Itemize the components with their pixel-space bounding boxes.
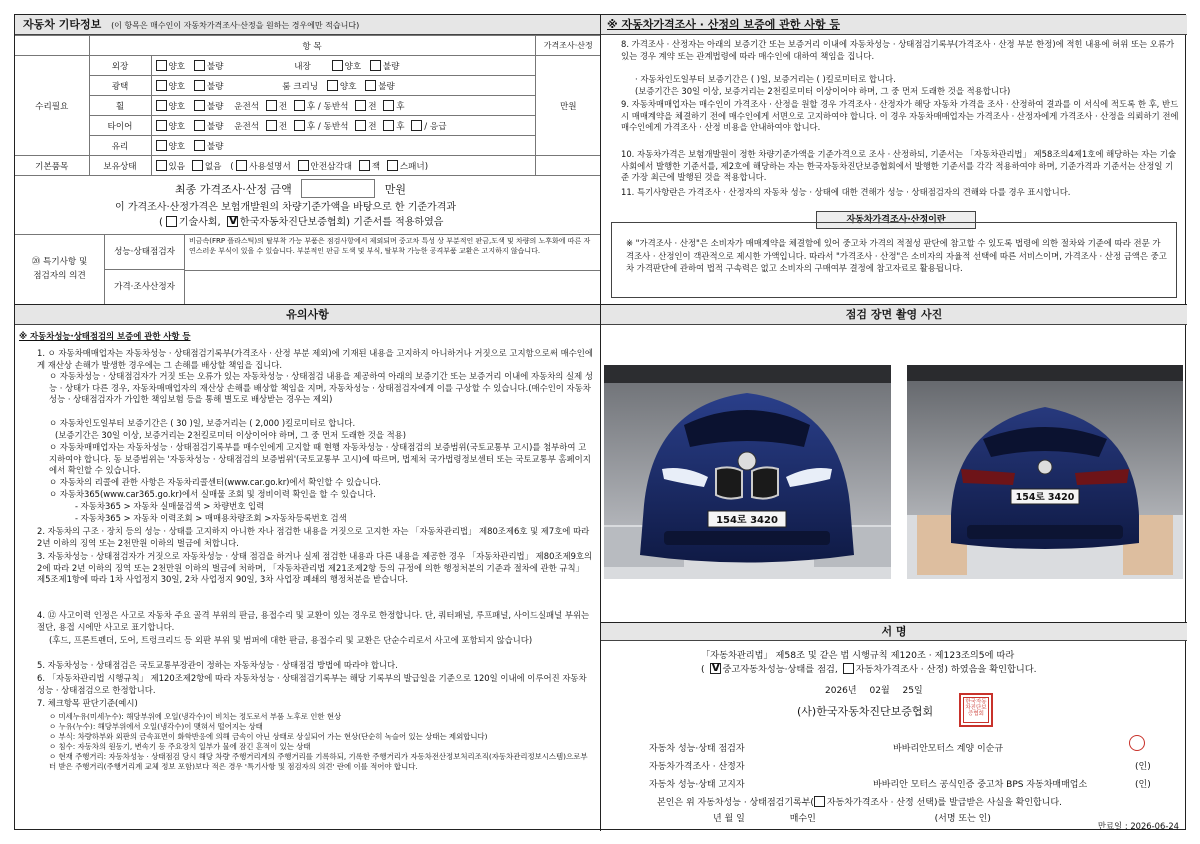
front-car-photo xyxy=(604,365,891,579)
special-notes-label: ⑳ 특기사항 및 점검자의 의견 xyxy=(15,235,105,305)
buyer-confirm-line: 본인은 위 자동차성능 · 상태점검기록부( 자동차가격조사 · 산정 선택)를 발급받은 사실을 확인합니다. xyxy=(657,798,1062,808)
criteria-5: ㅇ 현재 주행거리: 자동차성능 · 상태점검 당시 해당 차량 주행거리계의 주행거리를 기록하되, 기록한 주행거리가 자동차전산정보처리조직(자동차관리정보시스템)으로부터 받은 주행거리(주행거리계 교체 정보 포함)보다 적은 경우 '특기사항 및 점검자의 의견' 란에 이를 적어야 합니다. xyxy=(49,752,588,771)
has-checkbox[interactable] xyxy=(156,160,167,171)
org-seal xyxy=(959,693,993,727)
special-notes xyxy=(15,234,601,305)
wheel-driver-front-checkbox[interactable] xyxy=(266,100,277,111)
front-plate-text: 154로 3420 xyxy=(716,515,778,526)
tire-driver-rear-checkbox[interactable] xyxy=(294,120,305,131)
room-bad-checkbox[interactable] xyxy=(365,80,376,91)
signature-section xyxy=(601,622,1187,831)
signature-date: 2026년 02월 25일 xyxy=(825,686,923,696)
signature-header: 서 명 xyxy=(601,623,1187,641)
wheel-driver-rear-checkbox[interactable] xyxy=(294,100,305,111)
basis-line2: ( 기술사회, V 한국자동차진단보증협회) 기준서를 적용하였음 xyxy=(159,214,444,228)
glass-row: 양호 불량 xyxy=(151,136,535,156)
tire-label: 타이어 xyxy=(89,116,151,136)
jack-checkbox[interactable] xyxy=(359,160,370,171)
other-info-section xyxy=(15,15,601,305)
warranty-item-8-period: · 자동차인도일부터 보증기간은 ( )일, 보증거리는 ( )킬로미터로 합니다. xyxy=(635,74,896,84)
room-good-checkbox[interactable] xyxy=(327,80,338,91)
gloss-label: 광택 xyxy=(89,76,151,96)
role-notifier-name: 바바리안 모터스 공식인증 중고차 BPS 자동차매매업소 xyxy=(873,780,1088,790)
notifier-seal-mark: (인) xyxy=(1135,780,1151,790)
wheel-pass-rear-checkbox[interactable] xyxy=(383,100,394,111)
manual-checkbox[interactable] xyxy=(236,160,247,171)
basis-line1: 이 가격조사·산정가격은 보험개발원의 차량기준가액을 바탕으로 한 기준가격과 xyxy=(115,202,457,213)
final-price-label: 최종 가격조사·산정 금액 xyxy=(175,183,292,196)
notice-item-1g: ㅇ 자동차365(www.car365.go.kr)에서 실매물 조회 및 정비이력 확인을 할 수 있습니다. xyxy=(49,489,376,499)
notice-item-3: 3. 자동차성능 · 상태점검자가 거짓으로 자동차성능 · 상태 점검을 하거나 실제 점검한 내용과 다른 내용을 제공한 경우 「자동차관리법」 제80조제9호의2에 따라 2년 이하의 징역 또는 2천만원 이하의 벌금에 처하며, 「자동차관리법 제21조제2항 등의 규정에 의한 행정처분의 기준과 절차에 관한 규칙」 제5조제1항에 따라 1차 사업정지 30일, 2차 사업정지 90일, 3차 사업장 폐쇄의 행정처분을 받습니다. xyxy=(37,551,593,585)
inspection-record-page xyxy=(14,14,1186,830)
exterior-good-checkbox[interactable] xyxy=(156,60,167,71)
check-mark-icon: V xyxy=(711,661,721,674)
appraisal-box-text: ※ "가격조사 · 산정"은 소비자가 매매계약을 체결함에 있어 중고차 가격의 적절성 판단에 참고할 수 있도록 법령에 의한 절차와 기준에 따라 전문 가격조사 · 산정인이 객관적으로 제시한 가액입니다. 따라서 "가격조사 · 산정"은 소비자의 자율적 선택에 따른 서비스이며, 가격조사 · 산정 금액은 중고차 가격판단에 관하여 법적 구속력은 없고 소비자의 구매여부 결정에 참고자료로 활용됩니다. xyxy=(611,222,1177,298)
tire-good-checkbox[interactable] xyxy=(156,120,167,131)
notice-subtitle: ※ 자동차성능·상태점검의 보증에 관한 사항 등 xyxy=(19,331,191,341)
signature-law-line: 「자동차관리법」 제58조 및 같은 법 시행규칙 제120조 · 제123조의5에 따라 xyxy=(701,650,1015,661)
signature-confirm-line: ( V 중고자동차성능·상태를 점검, 자동차가격조사 · 산정) 하였음을 확인합니다. xyxy=(701,661,1037,675)
notice-section xyxy=(15,305,601,831)
tire-pass-front-checkbox[interactable] xyxy=(355,120,366,131)
role-inspector-name: 바바리안모터스 계양 이순규 xyxy=(893,744,1004,754)
notice-item-1e: ㅇ 자동차매매업자는 자동차성능 · 상태점검기록부를 매수인에게 고지할 때 현행 자동차성능 · 상태점검의 보증범위(국토교통부 고시)를 첨부하여 고지하여야 합니다. 동 보증범위는 '자동차성능 · 상태점검의 보증범위'(국토교통부 고시)에 따르며, 법제처 국가법령정보센터 또는 국토교통부 홈페이지에서 확인할 수 있습니다. xyxy=(49,442,591,476)
notice-item-4b: (후드, 프론트펜더, 도어, 트렁크리드 등 외판 부위 및 범퍼에 대한 판금, 용접수리 및 교환은 단순수리로서 사고에 포함되지 않습니다) xyxy=(49,635,533,645)
triangle-checkbox[interactable] xyxy=(298,160,309,171)
inspector-seal xyxy=(1129,735,1145,751)
warranty-item-9: 9. 자동차매매업자는 매수인이 가격조사 · 산정을 원할 경우 가격조사 · 산정자가 해당 자동차 가격을 조사 · 산정하여 결과를 이 서식에 적도록 한 후, 반드시 매매계약을 체결하기 전에 매수인에게 서면으로 고지하여야 합니다. 이 경우 자동차매매업자는 가격조사 · 산정자에게 가격조사 · 산정을 의뢰하기 전에 매수인에게 가격조사 · 산정 비용을 안내하여야 합니다. xyxy=(621,99,1179,133)
basis-kadi-checkbox[interactable] xyxy=(227,216,238,227)
wheel-label: 휠 xyxy=(89,96,151,116)
glass-label: 유리 xyxy=(89,136,151,156)
photos-header: 점검 장면 촬영 사진 xyxy=(601,305,1187,325)
gloss-good-checkbox[interactable] xyxy=(156,80,167,91)
appraisal-checkbox[interactable] xyxy=(843,663,854,674)
final-price-row: 최종 가격조사·산정 금액 만원 xyxy=(175,179,406,200)
role-notifier-label: 자동차 성능·상태 고지자 xyxy=(649,780,745,790)
notice-item-1b: ㅇ 자동차성능 · 상태점검자가 거짓 또는 오류가 있는 자동차성능 · 상태점검 내용을 제공하여 아래의 보증기간 또는 보증거리 이내에 자동차의 실제 성능 · 상태가 다른 경우, 자동차매매업자의 재산상 손해를 배상할 책임을 지며, 자동차성능 · 상태점검자에게 이를 구상할 수 있습니다.(매수인이 자동차성능 · 상태점검자가 가입한 책임보험 등을 통해 별도로 배상받는 경우는 제외) xyxy=(49,371,593,405)
inspector-note: 비금속(FRP 플라스틱)의 탈부착 가능 부품은 점검사항에서 제외되며 중고차 특성 상 부분적인 판금,도색 및 차량의 노후화에 따른 자연스러운 부식이 있을 수 있습니다. 부분적인 판금 도색 및 부식, 탈부착 가능한 공격부품 교환은 고지하지 않습니다. xyxy=(189,237,591,255)
possession-label: 보유상태 xyxy=(89,156,151,176)
notice-item-4: 4. ⑫ 사고이력 인정은 사고로 자동차 주요 골격 부위의 판금, 용접수리 및 교환이 있는 경우로 한정합니다. 단, 쿼터패널, 루프패널, 사이드실패널 부위는 절단, 용접 시에만 사고로 표기합니다. xyxy=(37,610,590,632)
role-inspector-label: 자동차 성능·상태 점검자 xyxy=(649,744,745,754)
wheel-pass-front-checkbox[interactable] xyxy=(355,100,366,111)
photos-section xyxy=(601,305,1187,635)
other-info-header xyxy=(15,15,600,35)
warranty-item-11: 11. 특기사항란은 가격조사 · 산정자의 자동차 성능 · 상태에 대한 견해가 성능 · 상태점검자의 견해와 다를 경우 표시합니다. xyxy=(621,187,1071,197)
gloss-bad-checkbox[interactable] xyxy=(194,80,205,91)
notice-item-6: 6. 「자동차관리법 시행규칙」 제120조제2항에 따라 자동차성능 · 상태점검기록부는 해당 기록부의 발급일을 기준으로 120일 이내에 이루어진 자동차 성능 · 상태점검으로 한정합니다. xyxy=(37,673,587,695)
buyer-appraisal-checkbox[interactable] xyxy=(814,796,825,807)
warranty-item-10: 10. 자동차가격은 보험개발원이 정한 차량기준가액을 기준가격으로 조사 · 산정하되, 기준서는 「자동차관리법」 제58조의4제1호에 해당하는 자는 기술사회에서 발행한 기준서를, 제2호에 해당하는 자는 한국자동차진단보증협회에서 발행한 기준서를 각각 적용하여야 하며, 기준가격과 기준서는 산정일 기준 가장 최근에 발행된 것을 적용합니다. xyxy=(621,149,1177,183)
warranty-header xyxy=(601,15,1187,35)
warranty-title: ※ 자동차가격조사 · 산정의 보증에 관한 사항 등 xyxy=(607,18,840,31)
warranty-item-8-note: (보증기간은 30일 이상, 보증거리는 2천킬로미터 이상이어야 하며, 그 중 먼저 도래한 것을 적용합니다) xyxy=(635,86,1011,96)
warranty-section xyxy=(601,15,1187,305)
signature-org: (사)한국자동차진단보증협회 xyxy=(797,705,934,718)
group-repair-label: 수리필요 xyxy=(15,56,89,156)
gloss-row: 양호 불량 룸 크리닝 양호 불량 xyxy=(151,76,535,96)
wheel-row: 양호 불량 운전석 전 후 / 동반석 전 후 xyxy=(151,96,535,116)
notice-item-1h: - 자동차365 > 자동차 실매물검색 > 차량번호 입력 xyxy=(75,501,265,511)
group-basic-label: 기본품목 xyxy=(15,156,89,176)
tire-driver-front-checkbox[interactable] xyxy=(266,120,277,131)
expiry-date: 만료일 : 2026-06-24 xyxy=(1097,821,1179,831)
inspector-label: 성능·상태점검자 xyxy=(105,235,185,270)
other-info-subtitle: (이 항목은 매수인이 자동차가격조사·산정을 원하는 경우에만 적습니다) xyxy=(111,21,360,30)
notice-item-1d: (보증기간은 30일 이상, 보증거리는 2천킬로미터 이상이어야 하며, 그 중 먼저 도래한 것을 적용) xyxy=(55,430,407,440)
buyer-sign-field[interactable]: (서명 또는 인) xyxy=(934,814,991,824)
spanner-checkbox[interactable] xyxy=(387,160,398,171)
other-info-table xyxy=(15,35,601,176)
price-unit: 만원 xyxy=(535,56,601,156)
room-cleaning-label: 룸 크리닝 xyxy=(282,81,319,92)
interior-good-checkbox[interactable] xyxy=(332,60,343,71)
criteria-4: ㅇ 침수: 자동차의 원동기, 변속기 등 주요장치 일부가 물에 잠긴 흔적이 있는 상태 xyxy=(49,742,311,751)
col-price-header: 가격조사·산정 xyxy=(535,36,601,56)
criteria-1: ㅇ 미세누유(미세누수): 해당부위에 오일(냉각수)이 비치는 정도로서 부품 노후로 인한 현상 xyxy=(49,712,342,721)
exterior-row: 양호 불량 내장 양호 불량 xyxy=(151,56,535,76)
wheel-good-checkbox[interactable] xyxy=(156,100,167,111)
final-price-input[interactable] xyxy=(301,179,375,198)
buyer-date-line: 년 월 일 매수인 (서명 또는 인) xyxy=(713,814,991,824)
rear-plate-text: 154로 3420 xyxy=(1015,492,1075,503)
glass-good-checkbox[interactable] xyxy=(156,140,167,151)
check-mark-icon: V xyxy=(228,214,238,227)
criteria-2: ㅇ 누유(누수): 해당부위에서 오일(냉각수)이 맺혀서 떨어지는 상태 xyxy=(49,722,263,731)
other-info-title: 자동차 기타정보 xyxy=(23,18,102,31)
basis-tech-checkbox[interactable] xyxy=(166,216,177,227)
exterior-label: 외장 xyxy=(89,56,151,76)
exterior-bad-checkbox[interactable] xyxy=(194,60,205,71)
notice-item-2: 2. 자동차의 구조 · 장치 등의 성능 · 상태를 고지하지 아니한 자나 점검한 내용을 거짓으로 고지한 자는 「자동차관리법」 제80조제6호 및 제7호에 따라 2년 이하의 징역 또는 2천만원 이하의 벌금에 처합니다. xyxy=(37,526,590,548)
performance-checkbox[interactable] xyxy=(710,663,721,674)
warranty-item-8: 8. 가격조사 · 산정자는 아래의 보증기간 또는 보증거리 이내에 자동차성능 · 상태점검기록부(가격조사 · 산정 부분 한정)에 적힌 내용에 허위 또는 오류가 있는 경우 계약 또는 관계법령에 따라 매수인에 대하여 책임을 집니다. xyxy=(621,39,1175,61)
notice-item-1c: ㅇ 자동차인도일부터 보증기간은 ( 30 )일, 보증거리는 ( 2,000 )킬로미터로 합니다. xyxy=(49,418,356,428)
col-item-header: 항 목 xyxy=(89,36,535,56)
rear-car-photo xyxy=(907,365,1183,579)
buyer-label: 매수인 xyxy=(789,814,816,824)
none-checkbox[interactable] xyxy=(192,160,203,171)
seal-text: 한국자동차진단보증협회 xyxy=(963,697,989,723)
tire-row: 양호 불량 운전석 전 후 / 동반석 전 후 / 응급 xyxy=(151,116,535,136)
appraiser-label: 가격·조사산정자 xyxy=(105,270,185,305)
notice-item-1f: ㅇ 자동차의 리콜에 관한 사항은 자동차리콜센터(www.car.go.kr)에서 확인할 수 있습니다. xyxy=(49,477,381,487)
notice-item-5: 5. 자동차성능 · 상태점검은 국토교통부장관이 정하는 자동차성능 · 상태점검 방법에 따라야 합니다. xyxy=(37,660,398,670)
interior-bad-checkbox[interactable] xyxy=(370,60,381,71)
tire-emergency-checkbox[interactable] xyxy=(411,120,422,131)
criteria-3: ㅇ 부식: 차량하부와 외판의 금속표면이 화학반응에 의해 금속이 아닌 상태로 상실되어 가는 현상(단순히 녹슬어 있는 상태는 제외합니다) xyxy=(49,732,488,741)
wheel-bad-checkbox[interactable] xyxy=(194,100,205,111)
glass-bad-checkbox[interactable] xyxy=(194,140,205,151)
notice-item-1: 1. ㅇ 자동차매매업자는 자동차성능 · 상태점검기록부(가격조사 · 산정 부분 제외)에 기재된 내용을 고지하지 아니하거나 거짓으로 고지함으로써 매수인에게 재산상 손해가 발생한 경우에는 그 손해를 배상할 책임을 집니다. xyxy=(37,348,593,370)
appraisal-box-title: 자동차가격조사·산정이란 xyxy=(816,211,976,229)
appraiser-seal-mark: (인) xyxy=(1135,762,1151,772)
notice-item-1i: - 자동차365 > 자동차 이력조회 > 매매용차량조회 >자동차등록번호 검색 xyxy=(75,513,347,523)
interior-label: 내장 xyxy=(294,61,311,72)
notice-header: 유의사항 xyxy=(15,305,600,325)
tire-bad-checkbox[interactable] xyxy=(194,120,205,131)
role-appraiser-label: 자동차가격조사 · 산정자 xyxy=(649,762,745,772)
tire-pass-rear-checkbox[interactable] xyxy=(383,120,394,131)
possession-row: 있음 없음 ( 사용설명서 안전삼각대 잭 스패너) xyxy=(151,156,535,176)
notice-item-7: 7. 체크항목 판단기준(예시) xyxy=(37,698,138,708)
